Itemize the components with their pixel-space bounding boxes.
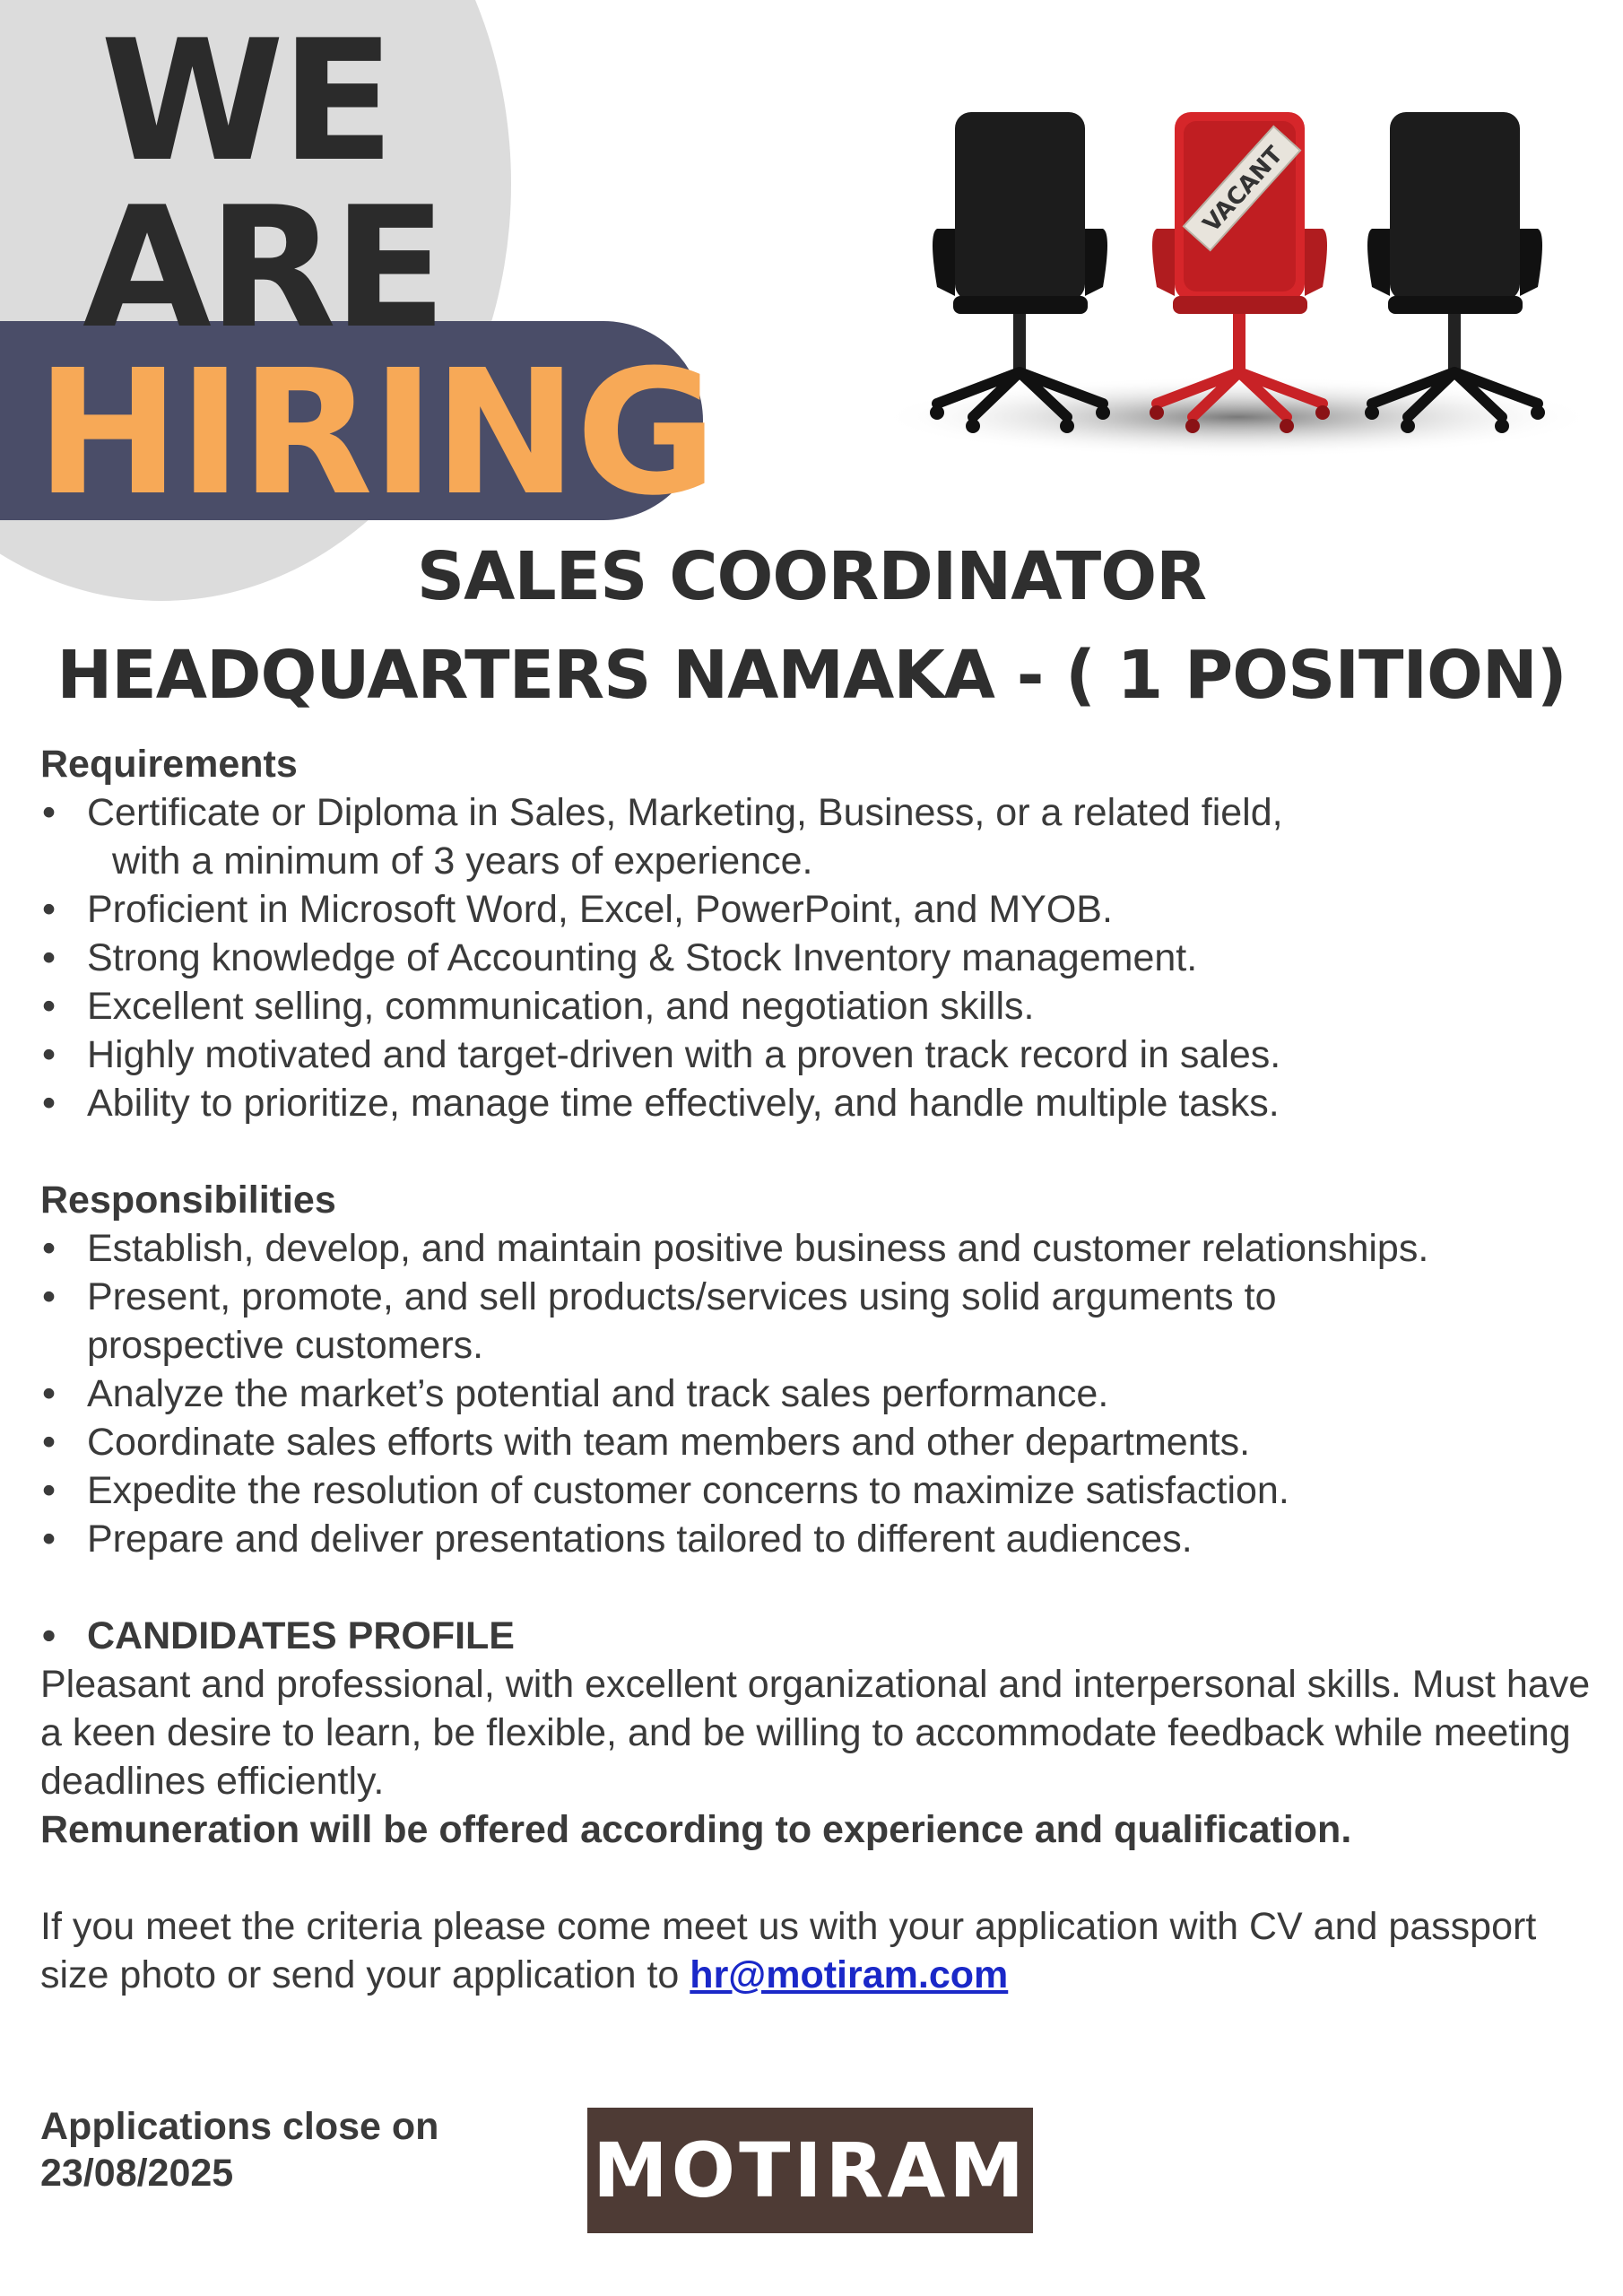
list-item: • Certificate or Diploma in Sales, Marketing, Business, or a related field, with a minimum of 3 years of experience.	[40, 788, 1592, 885]
responsibilities-heading: Responsibilities	[40, 1178, 336, 1222]
list-item: • Proficient in Microsoft Word, Excel, PowerPoint, and MYOB.	[40, 885, 1592, 934]
list-item: • Coordinate sales efforts with team members and other departments.	[40, 1418, 1439, 1466]
job-details	[40, 740, 1592, 1999]
vacant-tag-text: VACANT	[1198, 141, 1289, 238]
email-link[interactable]: hr@motiram.com	[690, 1953, 1009, 1996]
list-item: • Analyze the market’s potential and track sales performance.	[40, 1370, 1439, 1418]
list-item: • Strong knowledge of Accounting & Stock Inventory management.	[40, 934, 1592, 982]
job-title: SALES COORDINATOR	[416, 538, 1207, 615]
remuneration-note: Remuneration will be offered according to experience and qualification.	[40, 1808, 1352, 1851]
list-item: • Excellent selling, communication, and negotiation skills.	[40, 982, 1592, 1031]
job-location: HEADQUARTERS NAMAKA - ( 1 POSITION)	[56, 637, 1567, 714]
headline-hiring: HIRING	[36, 334, 716, 534]
application-instructions	[40, 1902, 1592, 1999]
application-text: If you meet the criteria please come meet us with your application with CV and passport size photo or send your application to	[40, 1905, 1537, 1996]
candidates-profile-text: Pleasant and professional, with excellent organizational and interpersonal skills. Must have a keen desire to learn, be flexible, and be willing to accommodate feedback while meeting deadlines efficiently.	[40, 1663, 1591, 1803]
office-chairs-illustration	[874, 103, 1605, 480]
closing-date-block	[40, 2103, 438, 2196]
list-item: • Establish, develop, and maintain positive business and customer relationships.	[40, 1224, 1439, 1273]
requirements-list	[40, 788, 1592, 1127]
headline-we: WE	[100, 4, 392, 198]
closing-date: 23/08/2025	[40, 2152, 234, 2195]
requirements-heading: Requirements	[40, 743, 298, 786]
list-item: • Present, promote, and sell products/services using solid arguments to prospective customers.	[40, 1273, 1439, 1370]
responsibilities-list	[40, 1224, 1439, 1563]
list-item: • Ability to prioritize, manage time effectively, and handle multiple tasks.	[40, 1079, 1592, 1127]
list-item: • Highly motivated and target-driven with a proven track record in sales.	[40, 1031, 1592, 1079]
list-item: • Prepare and deliver presentations tailored to different audiences.	[40, 1515, 1439, 1563]
headline-are: ARE	[82, 170, 444, 365]
list-item: • Expedite the resolution of customer concerns to maximize satisfaction.	[40, 1466, 1439, 1515]
company-logo	[587, 2108, 1033, 2233]
closing-label: Applications close on	[40, 2105, 439, 2148]
candidates-profile-heading: • CANDIDATES PROFILE	[40, 1612, 1592, 1660]
list-item-continuation: with a minimum of 3 years of experience.	[112, 839, 813, 883]
company-logo-text: MOTIRAM	[593, 2126, 1028, 2214]
